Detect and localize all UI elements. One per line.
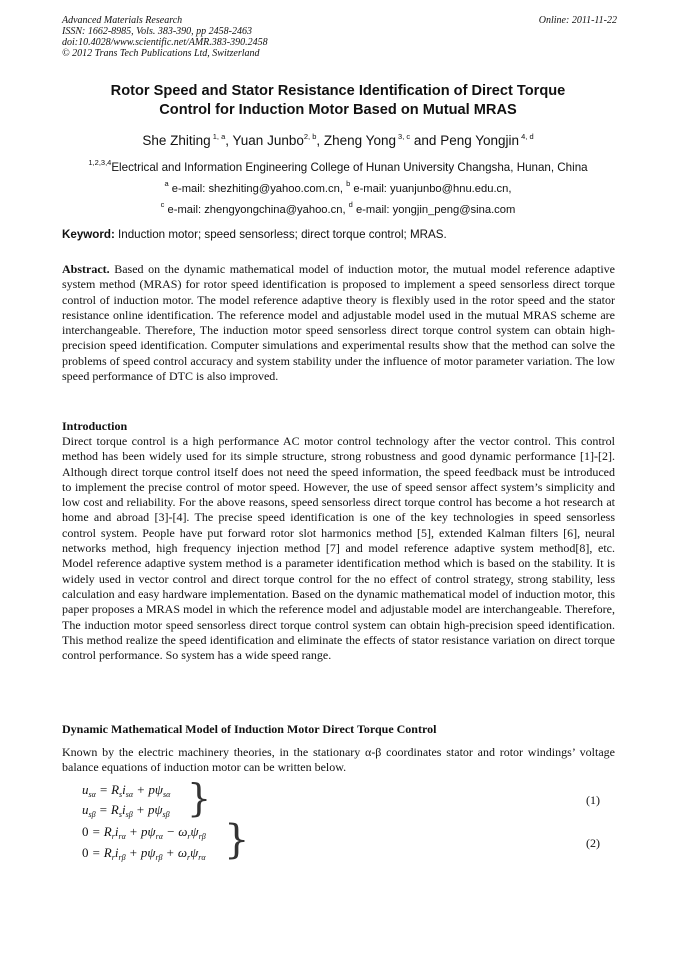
email-sup: b — [346, 179, 351, 188]
keyword-label: Keyword: — [62, 228, 115, 241]
equation-brace: } — [187, 776, 212, 820]
equation-1b: $u_{s\beta} = R_si_{s\beta} + p\psi_{s\beta}$ — [82, 802, 170, 819]
abstract-label: Abstract. — [62, 262, 110, 276]
author-sup: 2, b — [303, 132, 317, 141]
journal-name: Advanced Materials Research — [62, 15, 183, 26]
affiliation-sup: 1,2,3,4 — [88, 158, 112, 167]
author-sup: 4, d — [519, 132, 534, 141]
email-block — [62, 176, 614, 218]
abstract-text: Based on the dynamic mathematical model of induction motor, the mutual model reference adaptive system method (MRAS) for rotor speed identification is proposed to implement a speed sensorless direct torque control of induction motor. The model reference adaptive theory is flexibly used in the rotor speed and the stator resistance online identification. The reference model and adjustable model used in the mutual MRAS scheme are interchangeable. Therefore, The induction motor speed sensorless direct torque control system can obtain high-precision speed identification. Computer simulations and experimental results show that the method can solve the problems of speed control accuracy and system stability under the influence of motor parameter variation. The low speed performance of DTC is also improved. — [62, 262, 615, 384]
keyword-text: Induction motor; speed sensorless; direct torque control; MRAS. — [114, 228, 447, 241]
author-list — [62, 128, 614, 150]
equation-number-1: (1) — [586, 793, 600, 807]
author-separator: , — [225, 133, 233, 148]
copyright-line: © 2012 Trans Tech Publications Ltd, Switzerland — [62, 48, 260, 59]
email-sup: c — [160, 200, 165, 209]
email-text: e-mail: zhengyongchina@yahoo.cn, — [164, 204, 349, 216]
equation-brace: } — [224, 817, 250, 863]
author-separator: and — [410, 133, 441, 148]
abstract — [62, 262, 615, 384]
email-line — [62, 197, 614, 218]
author-separator: , — [316, 133, 324, 148]
email-text: e-mail: yongjin_peng@sina.com — [352, 204, 516, 216]
doi-line: doi:10.4028/www.scientific.net/AMR.383-390.2458 — [62, 37, 268, 48]
email-sup: d — [348, 200, 353, 209]
equation-number-2: (2) — [586, 836, 600, 850]
online-date: Online: 2011-11-22 — [538, 15, 617, 26]
keywords — [62, 227, 617, 242]
paper-title — [62, 82, 614, 120]
author-name: She Zhiting — [142, 133, 211, 148]
equation-1a: $u_{s\alpha} = R_si_{s\alpha} + p\psi_{s\alpha}$ — [82, 782, 171, 799]
section-heading-model: Dynamic Mathematical Model of Induction Motor Direct Torque Control — [62, 722, 437, 736]
journal-header — [62, 15, 617, 59]
introduction-text: Direct torque control is a high performance AC motor control technology after the vector control. This control method has been widely used for its simple structure, strong robustness and good dynamic performance [1]-[2]. Although direct torque control itself does not need the speed information, the speed feedback must be introduced to implement the precise control of motor speed. However, the use of speed sensor affect system’s simplicity and low cost and reliability. For the above reasons, speed sensorless direct torque control has become a hot research at home and abroad [3]-[4]. The precise speed identification is one of the key technologies in speed sensorless control system. People have put forward rotor slot harmonics method [5], extended Kalman filters [6], neural networks method, high frequency injection method [7] and model reference adaptive system method[8], etc. Model reference adaptive system method is a parameter identification method which is based on the stability. It is widely used in vector control and direct torque control for the no effect of control strategy, strong stability, less calculation and easy hardware implementation. Based on the dynamic mathematical model of induction motor, this paper proposes a MRAS model in which the reference model and adjustable model are interchangeable. Therefore, The induction motor speed sensorless direct torque control system can obtain high-precision speed identification. This method realize the speed identification and eliminate the effects of stator resistance variation on direct torque control performance. So system has a wide speed range. — [62, 434, 615, 663]
email-line — [62, 176, 614, 197]
model-text: Known by the electric machinery theories, in the stationary α-β coordinates stator and rotor windings’ voltage balance equations of induction motor can be written below. — [62, 745, 615, 775]
email-text: e-mail: shezhiting@yahoo.com.cn, — [168, 183, 347, 195]
equation-2a: $0 = R_ri_{r\alpha} + p\psi_{r\alpha} - \omega_r\psi_{r\beta}$ — [82, 824, 206, 841]
affiliation-text: Electrical and Information Engineering College of Hunan University Changsha, Hunan, China — [111, 161, 588, 174]
title-line-2: Control for Induction Motor Based on Mutual MRAS — [159, 102, 517, 118]
author-name: Yuan Junbo — [232, 133, 304, 148]
author-name: Peng Yongjin — [440, 133, 520, 148]
affiliation — [62, 155, 614, 175]
author-sup: 1, a — [210, 132, 226, 141]
issn-line: ISSN: 1662-8985, Vols. 383-390, pp 2458-2463 — [62, 26, 252, 37]
email-text: e-mail: yuanjunbo@hnu.edu.cn, — [350, 183, 512, 195]
email-sup: a — [164, 179, 169, 188]
title-line-1: Rotor Speed and Stator Resistance Identification of Direct Torque — [110, 83, 566, 99]
author-name: Zheng Yong — [323, 133, 396, 148]
section-heading-introduction: Introduction — [62, 419, 128, 433]
author-sup: 3, c — [395, 132, 411, 141]
equation-2b: $0 = R_ri_{r\beta} + p\psi_{r\beta} + \omega_r\psi_{r\alpha}$ — [82, 845, 206, 862]
